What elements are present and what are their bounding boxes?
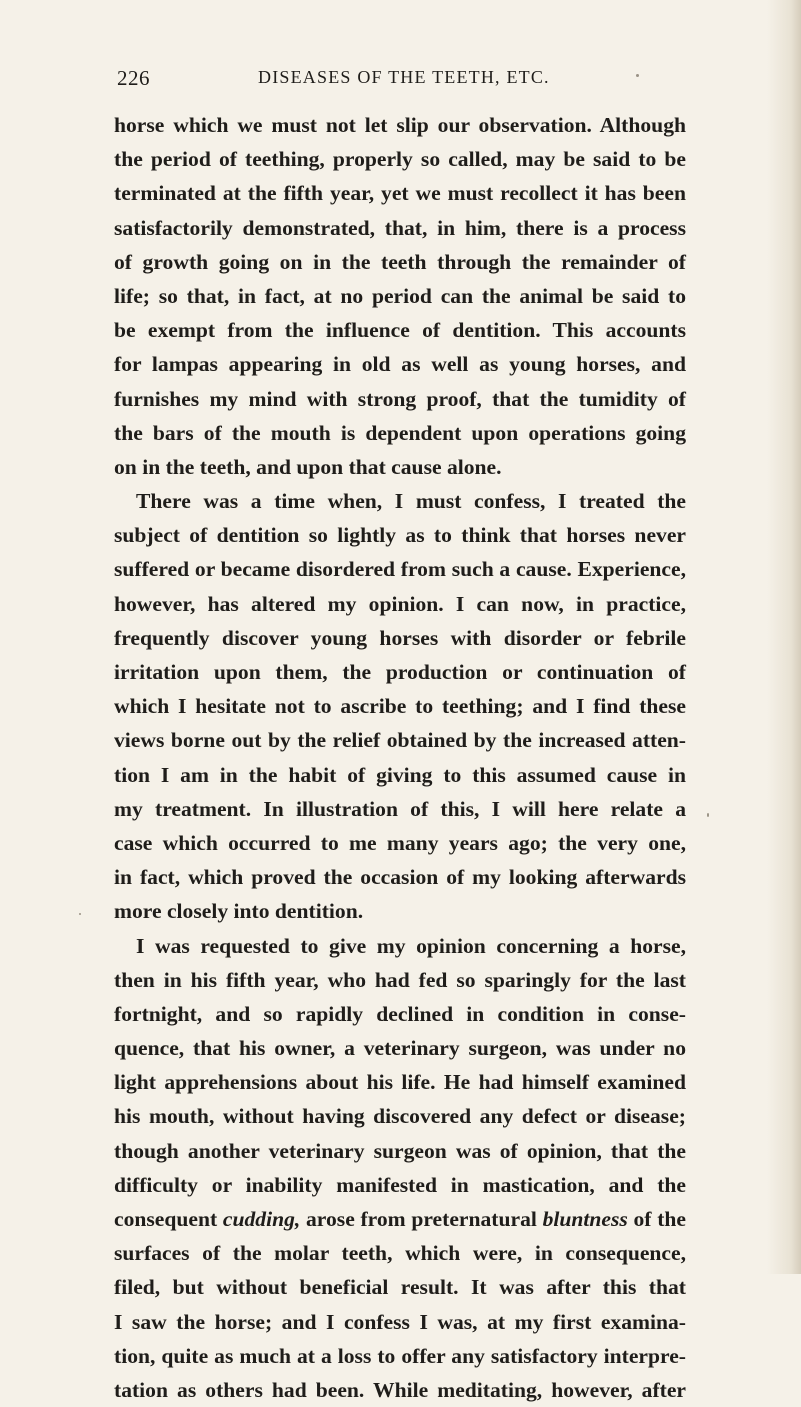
text-segment: fortnight, and so rapidly declined in condition in conse- [114, 1001, 686, 1026]
text-segment: There was a time when, I must confess, I treated the [136, 489, 686, 514]
text-segment: case which occurred to me many years ago; the very one, [114, 830, 686, 855]
text-segment: I saw the horse; and I confess I was, at my first examina- [114, 1309, 686, 1334]
text-segment: for lampas appearing in old as well as young horses, and [114, 352, 686, 377]
text-line [114, 1202, 686, 1236]
text-segment: light apprehensions about his life. He had himself examined [114, 1070, 686, 1095]
text-line [114, 552, 686, 586]
text-segment: on in the teeth, and upon that cause alone. [114, 454, 502, 479]
text-segment: surfaces of the molar teeth, which were, in consequence, [114, 1241, 686, 1266]
text-segment: views borne out by the relief obtained by the increased atten- [114, 728, 686, 753]
text-line [114, 484, 686, 518]
text-segment: his mouth, without having discovered any defect or disease; [114, 1104, 686, 1129]
text-segment: difficulty or inability manifested in mastication, and the [114, 1172, 686, 1197]
text-line [114, 1373, 686, 1407]
text-segment: satisfactorily demonstrated, that, in him, there is a process [114, 215, 686, 240]
text-segment: however, has altered my opinion. I can now, in practice, [114, 591, 686, 616]
text-segment: filed, but without beneficial result. It was after this that [114, 1275, 686, 1300]
text-line [114, 1270, 686, 1304]
text-segment: in fact, which proved the occasion of my looking afterwards [114, 865, 686, 890]
text-segment: terminated at the fifth year, yet we must recollect it has been [114, 181, 686, 206]
text-line [114, 1305, 686, 1339]
text-segment: of the [627, 1207, 686, 1231]
text-segment: tion I am in the habit of giving to this assumed cause in [114, 762, 686, 787]
text-segment: my treatment. In illustration of this, I will here relate a [114, 796, 686, 821]
text-line [114, 416, 686, 450]
text-line [114, 689, 686, 723]
text-line [114, 655, 686, 689]
text-line [114, 1236, 686, 1270]
text-line [114, 587, 686, 621]
text-line [114, 758, 686, 792]
text-segment: furnishes my mind with strong proof, that the tumidity of [114, 386, 686, 411]
text-line [114, 997, 686, 1031]
text-line [114, 211, 686, 245]
page-edge-shadow [767, 0, 801, 1274]
page-header [117, 66, 687, 92]
text-line [114, 313, 686, 347]
text-line [114, 723, 686, 757]
text-line [114, 382, 686, 416]
text-line [114, 142, 686, 176]
text-segment: suffered or became disordered from such a cause. Experience, [114, 557, 686, 582]
text-line [114, 347, 686, 381]
italic-text-segment: cudding, [222, 1207, 301, 1231]
text-line [114, 792, 686, 826]
text-line [114, 894, 686, 928]
text-segment: then in his fifth year, who had fed so sparingly for the last [114, 967, 686, 992]
paper-speck [79, 913, 81, 915]
text-line [114, 1168, 686, 1202]
text-line [114, 176, 686, 210]
text-segment: tation as others had been. While meditating, however, after [114, 1377, 686, 1402]
running-head: DISEASES OF THE TEETH, ETC. [258, 67, 550, 87]
text-segment: which I hesitate not to ascribe to teething; and I find these [114, 694, 686, 719]
text-line [114, 621, 686, 655]
text-line [114, 1099, 686, 1133]
text-segment: the period of teething, properly so called, may be said to be [114, 147, 686, 172]
body-text [114, 108, 686, 1407]
text-segment: though another veterinary surgeon was of opinion, that the [114, 1138, 686, 1163]
paper-speck [636, 74, 639, 77]
text-line [114, 826, 686, 860]
text-line [114, 963, 686, 997]
text-line [114, 1065, 686, 1099]
page-number: 226 [117, 66, 150, 90]
text-segment: irritation upon them, the production or continuation of [114, 660, 686, 684]
text-segment: horse which we must not let slip our observation. Although [114, 113, 686, 137]
text-line [114, 929, 686, 963]
text-line [114, 518, 686, 552]
text-segment: the bars of the mouth is dependent upon operations going [114, 420, 686, 445]
italic-text-segment: bluntness [542, 1207, 628, 1231]
text-line [114, 1339, 686, 1373]
text-segment: life; so that, in fact, at no period can the animal be said to [114, 283, 686, 308]
text-segment: of growth going on in the teeth through the remainder of [114, 249, 686, 274]
text-segment: arose from preternatural [300, 1207, 543, 1231]
text-segment: quence, that his owner, a veterinary surgeon, was under no [114, 1036, 686, 1061]
text-line [114, 1031, 686, 1065]
text-line [114, 1134, 686, 1168]
text-segment: subject of dentition so lightly as to think that horses never [114, 523, 686, 548]
text-segment: tion, quite as much at a loss to offer any satisfactory interpre- [114, 1343, 686, 1368]
text-segment: consequent [114, 1207, 223, 1231]
text-line [114, 108, 686, 142]
text-line [114, 279, 686, 313]
text-segment: more closely into dentition. [114, 899, 364, 924]
text-segment: I was requested to give my opinion concerning a horse, [136, 933, 686, 958]
text-segment: frequently discover young horses with disorder or febrile [114, 625, 686, 650]
text-segment: be exempt from the influence of dentition. This accounts [114, 318, 686, 343]
text-line [114, 450, 686, 484]
text-line [114, 860, 686, 894]
text-line [114, 245, 686, 279]
paper-speck [707, 813, 709, 817]
